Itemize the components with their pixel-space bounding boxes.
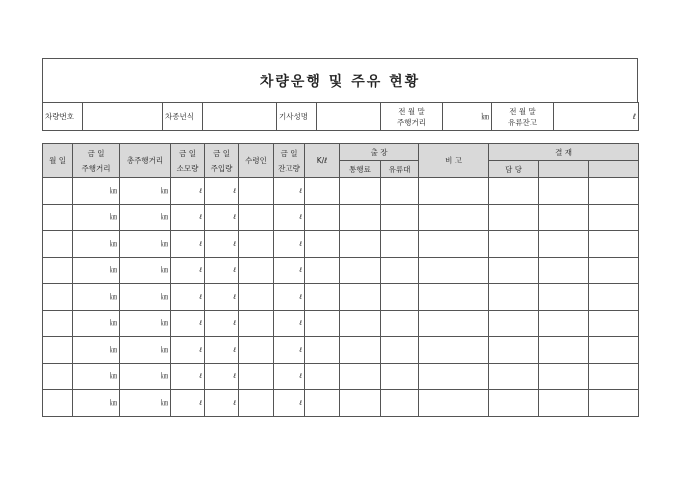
table-cell[interactable] <box>239 390 274 417</box>
table-cell[interactable] <box>305 257 340 284</box>
table-cell[interactable]: ℓ <box>274 257 305 284</box>
table-cell[interactable] <box>539 363 589 390</box>
prev-fuel-label-1: 전 월 말 <box>509 106 536 116</box>
table-cell[interactable]: ℓ <box>171 231 205 258</box>
table-cell[interactable] <box>589 204 639 231</box>
prev-distance-label <box>381 103 443 131</box>
table-cell[interactable] <box>419 204 489 231</box>
col-balance <box>274 144 305 178</box>
vehicle-info-table <box>42 102 639 131</box>
table-cell[interactable] <box>589 257 639 284</box>
table-cell[interactable] <box>419 231 489 258</box>
table-cell[interactable] <box>239 178 274 205</box>
col-receiver: 수령인 <box>239 144 274 178</box>
table-cell[interactable] <box>419 390 489 417</box>
table-cell[interactable] <box>381 284 419 311</box>
table-cell[interactable] <box>419 337 489 364</box>
prev-fuel-label <box>492 103 554 131</box>
table-cell[interactable] <box>381 204 419 231</box>
col-approval: 결 재 <box>489 144 639 161</box>
table-cell[interactable]: ℓ <box>274 178 305 205</box>
prev-distance-field[interactable]: ㎞ <box>443 103 492 131</box>
table-cell[interactable] <box>239 257 274 284</box>
table-cell[interactable] <box>239 337 274 364</box>
table-cell[interactable]: ㎞ <box>120 390 171 417</box>
table-cell[interactable]: ℓ <box>205 204 239 231</box>
table-cell[interactable] <box>239 231 274 258</box>
table-cell[interactable] <box>381 257 419 284</box>
table-cell[interactable] <box>43 310 73 337</box>
table-cell[interactable] <box>489 204 539 231</box>
col-total-distance: 총주행거리 <box>120 144 171 178</box>
table-cell[interactable]: ℓ <box>205 284 239 311</box>
table-cell[interactable] <box>305 390 340 417</box>
table-cell[interactable] <box>305 204 340 231</box>
col-person-in-charge: 담 당 <box>489 161 539 178</box>
table-cell[interactable]: ㎞ <box>120 310 171 337</box>
table-cell[interactable] <box>381 178 419 205</box>
col-balance-1: 금 일 <box>280 148 298 158</box>
table-cell[interactable] <box>539 284 589 311</box>
prev-fuel-label-2: 유류잔고 <box>508 117 537 127</box>
table-cell[interactable] <box>340 257 381 284</box>
table-cell[interactable] <box>305 363 340 390</box>
table-cell[interactable] <box>43 363 73 390</box>
table-cell[interactable] <box>239 310 274 337</box>
table-cell[interactable] <box>340 284 381 311</box>
table-cell[interactable]: ㎞ <box>73 337 120 364</box>
document-title: 차량운행 및 주유 현황 <box>259 73 421 90</box>
col-approval-3 <box>589 161 639 178</box>
col-month-day: 월 일 <box>43 144 73 178</box>
prev-distance-label-1: 전 월 말 <box>398 106 425 116</box>
col-today-distance-1: 금 일 <box>87 148 105 158</box>
table-cell[interactable] <box>489 363 539 390</box>
table-cell[interactable]: ℓ <box>205 257 239 284</box>
table-cell[interactable]: ㎞ <box>73 178 120 205</box>
col-refuel-1: 금 일 <box>213 148 230 158</box>
table-cell[interactable] <box>419 257 489 284</box>
table-cell[interactable]: ㎞ <box>73 257 120 284</box>
table-cell[interactable]: ㎞ <box>120 178 171 205</box>
table-cell[interactable] <box>239 204 274 231</box>
table-cell[interactable]: ㎞ <box>120 257 171 284</box>
table-cell[interactable] <box>43 231 73 258</box>
table-cell[interactable] <box>419 310 489 337</box>
vehicle-no-label: 차량번호 <box>43 103 83 131</box>
table-cell[interactable]: ㎞ <box>120 363 171 390</box>
table-cell[interactable] <box>539 257 589 284</box>
table-cell[interactable]: ℓ <box>171 178 205 205</box>
table-row <box>43 390 639 417</box>
log-body <box>43 178 639 417</box>
table-row <box>43 363 639 390</box>
driver-label: 기사성명 <box>277 103 317 131</box>
table-cell[interactable]: ℓ <box>274 363 305 390</box>
table-cell[interactable]: ℓ <box>274 204 305 231</box>
table-cell[interactable] <box>43 390 73 417</box>
table-cell[interactable]: ℓ <box>274 284 305 311</box>
table-cell[interactable] <box>539 337 589 364</box>
table-cell[interactable] <box>381 310 419 337</box>
table-cell[interactable] <box>539 178 589 205</box>
table-cell[interactable] <box>489 337 539 364</box>
table-cell[interactable] <box>539 310 589 337</box>
col-today-distance-2: 주행거리 <box>81 163 111 173</box>
table-cell[interactable]: ℓ <box>171 204 205 231</box>
table-cell[interactable] <box>419 284 489 311</box>
table-cell[interactable] <box>381 363 419 390</box>
table-cell[interactable] <box>305 337 340 364</box>
table-cell[interactable]: ℓ <box>205 178 239 205</box>
col-fuel-cost: 유류대 <box>381 161 419 178</box>
col-business-trip: 출 장 <box>340 144 419 161</box>
table-cell[interactable]: ℓ <box>171 284 205 311</box>
driving-log-table <box>42 143 639 417</box>
table-cell[interactable]: ㎞ <box>73 231 120 258</box>
table-cell[interactable] <box>340 390 381 417</box>
table-cell[interactable] <box>305 231 340 258</box>
col-consumption <box>171 144 205 178</box>
table-cell[interactable] <box>489 390 539 417</box>
table-cell[interactable] <box>589 231 639 258</box>
table-cell[interactable]: ℓ <box>205 231 239 258</box>
table-cell[interactable]: ㎞ <box>73 284 120 311</box>
prev-fuel-field[interactable]: ℓ <box>554 103 639 131</box>
table-cell[interactable] <box>489 284 539 311</box>
table-cell[interactable]: ℓ <box>205 310 239 337</box>
table-cell[interactable]: ℓ <box>205 337 239 364</box>
table-cell[interactable]: ㎞ <box>73 204 120 231</box>
table-row <box>43 178 639 205</box>
table-cell[interactable]: ℓ <box>205 363 239 390</box>
table-cell[interactable] <box>43 178 73 205</box>
table-cell[interactable] <box>381 337 419 364</box>
table-cell[interactable] <box>489 257 539 284</box>
table-cell[interactable] <box>43 257 73 284</box>
table-cell[interactable] <box>340 204 381 231</box>
table-cell[interactable] <box>381 390 419 417</box>
table-cell[interactable] <box>489 310 539 337</box>
table-cell[interactable] <box>43 284 73 311</box>
table-cell[interactable]: ㎞ <box>120 231 171 258</box>
table-cell[interactable]: ℓ <box>171 363 205 390</box>
table-cell[interactable]: ℓ <box>171 390 205 417</box>
table-cell[interactable] <box>239 363 274 390</box>
table-cell[interactable] <box>539 390 589 417</box>
col-consumption-2: 소모량 <box>176 163 199 173</box>
col-km-per-l: K/ℓ <box>305 144 340 178</box>
table-cell[interactable] <box>340 231 381 258</box>
table-cell[interactable] <box>239 284 274 311</box>
table-cell[interactable]: ℓ <box>205 390 239 417</box>
table-cell[interactable] <box>539 204 589 231</box>
table-row <box>43 284 639 311</box>
table-cell[interactable] <box>489 178 539 205</box>
col-refuel-2: 주입량 <box>210 163 233 173</box>
table-cell[interactable] <box>539 231 589 258</box>
table-cell[interactable]: ℓ <box>274 310 305 337</box>
table-cell[interactable] <box>589 363 639 390</box>
table-cell[interactable]: ㎞ <box>73 310 120 337</box>
table-cell[interactable] <box>43 337 73 364</box>
col-balance-2: 잔고량 <box>278 163 300 173</box>
table-cell[interactable] <box>305 310 340 337</box>
table-row <box>43 337 639 364</box>
col-toll: 통행료 <box>340 161 381 178</box>
table-cell[interactable]: ㎞ <box>120 337 171 364</box>
col-refuel <box>205 144 239 178</box>
table-row <box>43 257 639 284</box>
table-cell[interactable]: ㎞ <box>73 390 120 417</box>
table-row <box>43 231 639 258</box>
table-cell[interactable]: ℓ <box>274 390 305 417</box>
table-cell[interactable] <box>589 310 639 337</box>
vehicle-no-field[interactable] <box>83 103 163 131</box>
table-cell[interactable]: ㎞ <box>73 363 120 390</box>
document-title-box <box>42 58 638 102</box>
table-cell[interactable] <box>340 178 381 205</box>
table-cell[interactable] <box>340 363 381 390</box>
table-cell[interactable]: ㎞ <box>120 204 171 231</box>
table-cell[interactable]: ℓ <box>274 337 305 364</box>
table-cell[interactable]: ℓ <box>171 310 205 337</box>
table-cell[interactable] <box>419 363 489 390</box>
table-cell[interactable] <box>419 178 489 205</box>
table-cell[interactable] <box>340 310 381 337</box>
table-row <box>43 204 639 231</box>
table-cell[interactable] <box>305 284 340 311</box>
table-cell[interactable] <box>381 231 419 258</box>
table-cell[interactable] <box>340 337 381 364</box>
col-approval-2 <box>539 161 589 178</box>
table-cell[interactable] <box>305 178 340 205</box>
table-cell[interactable]: ℓ <box>274 231 305 258</box>
table-cell[interactable] <box>589 178 639 205</box>
driver-field[interactable] <box>317 103 381 131</box>
table-cell[interactable] <box>589 284 639 311</box>
model-year-field[interactable] <box>203 103 277 131</box>
prev-distance-label-2: 주행거리 <box>397 117 426 127</box>
col-today-distance <box>73 144 120 178</box>
table-cell[interactable] <box>489 231 539 258</box>
table-cell[interactable] <box>589 390 639 417</box>
table-row <box>43 310 639 337</box>
table-cell[interactable] <box>589 337 639 364</box>
model-year-label: 차종년식 <box>163 103 203 131</box>
table-cell[interactable]: ℓ <box>171 257 205 284</box>
table-cell[interactable]: ℓ <box>171 337 205 364</box>
table-cell[interactable] <box>43 204 73 231</box>
col-remarks: 비 고 <box>419 144 489 178</box>
table-cell[interactable]: ㎞ <box>120 284 171 311</box>
col-consumption-1: 금 일 <box>179 148 196 158</box>
